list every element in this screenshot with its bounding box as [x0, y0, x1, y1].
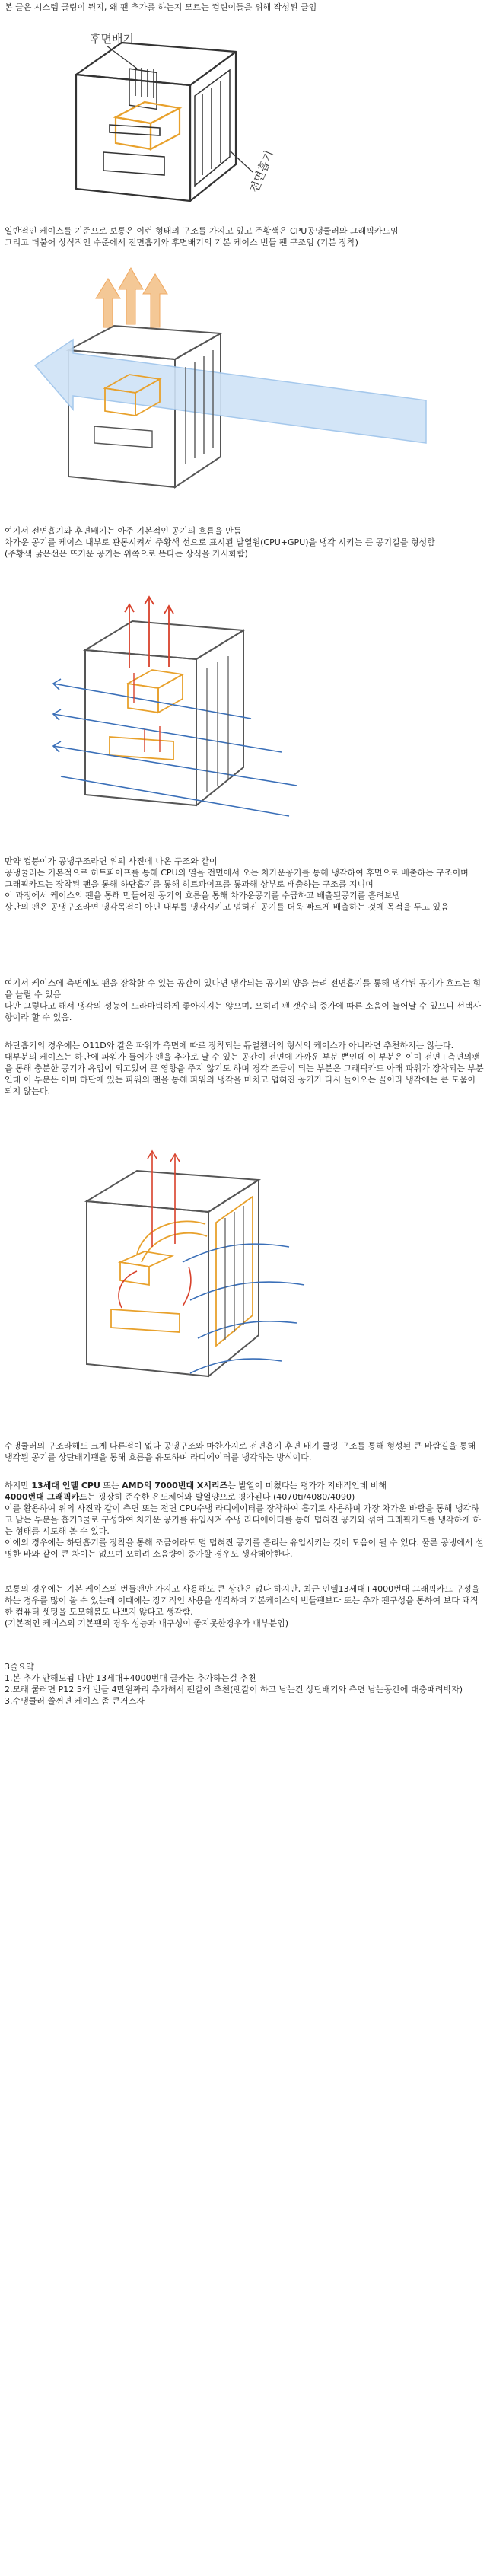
paragraph-airflow: 여기서 전면흡기와 후면배기는 아주 기본적인 공기의 흐름을 만듬 차가운 공기를 케이스 내부로 관통시켜서 주황색 선으로 표시된 발열원(CPU+GPU)을 냉각 시키는 큰 공기길을 형성함 (주황색 굵은선은 뜨거운 공기는 위쪽으로 뜬다는 상식을 가시화함): [5, 526, 435, 559]
intro-text: 본 글은 시스템 쿨링이 뭔지, 왜 팬 추가를 하는지 모르는 컴린이들을 위해 작성된 글임: [5, 2, 317, 12]
summary-section: 3줄요약 1.본 추가 안해도됨 다만 13세대+4000번대 글카는 추가하는걸 추천 2.모래 쿨러면 P12 5개 번들 4만원짜리 추가해서 팬갈이 추천(팬갈이 하고 남는건 상단배기와 측면 남는공간에 대충때려박자) 3.수냉쿨러 쓸꺼면 케이스 좀 큰거스자: [5, 1662, 463, 1706]
paragraph-side-fans: 여기서 케이스에 측면에도 팬을 장착할 수 있는 공간이 있다면 냉각되는 공기의 양을 늘려 전면흡기를 통해 냉각된 공기가 흐르는 힘을 늘릴 수 있음 다만 그렇다고 해서 냉각의 성능이 드라마틱하게 좋아지지는 않으며, 오히려 팬 갯수의 증가에 따른 소음이 늘어날 수 있으니 선택사항이라 할 수 있음.: [5, 978, 482, 1022]
label-rear-exhaust: 후면배기: [90, 32, 134, 46]
airflow-diagram: [30, 251, 457, 510]
paragraph-liquid-cooling: 수냉쿨러의 구조라해도 크게 다른점이 없다 공냉구조와 마찬가지로 전면흡기 후면 배기 쿨링 구조를 통해 형성된 큰 바람길을 통해 냉각된 공기를 상단배기팬을 통해 흐름을 유도하며 라디에이터를 냉각하는 방식이다.: [5, 1441, 479, 1462]
paragraph-air-cooling: 만약 컴붕이가 공냉구조라면 위의 사진에 나온 구조와 같이 공냉쿨러는 기본적으로 히트파이프를 통해 CPU의 열을 전면에서 오는 차가운공기를 통해 냉각하여 후면으로 배출하는 구조이며 그래픽카드는 장착된 팬을 통해 하단흡기를 통해 히트파이프를 통과해 상부로 배출하는 구조를 지니며 이 과정에서 케이스의 팬을 통해 만들어진 공기의 흐름을 통해 차가운공기를 수급하고 배출된공기를 흘려보냄 상단의 팬은 공냉구조라면 냉각목적이 아닌 내부를 냉각시키고 덥혀진 공기를 더욱 빠르게 배출하는 것에 목적을 두고 있음: [5, 856, 469, 912]
case-diagram-fans: [30, 20, 457, 210]
paragraph-bottom-intake: 하단흡기의 경우에는 O11D와 같은 파워가 측면에 따로 장착되는 듀얼챔버의 형식의 케이스가 아니라면 추천하지는 않는다. 대부분의 케이스는 하단에 파워가 들어가 팬을 추가로 달 수 있는 공간이 전면에 가까운 부분 뿐인데 이 부분은 이미 전면+측면의팬을 통해 충분한 공기가 유입이 되고있어 큰 영향을 주지 않기도 하며 경각 조금이 되는 부분은 그래픽카드 아래 파워가 장착되는 부분인데 이 부분은 이미 하단에 있는 파워의 팬을 통해 파워의 냉각을 마치고 덥혀진 공기가 다시 들어오는 꼴이라 냉각에는 큰 도움이 되지 않는다.: [5, 1041, 484, 1096]
paragraph-bundle-fans: 보통의 경우에는 기본 케이스의 번들팬만 가지고 사용해도 큰 상관은 없다 하지만, 최근 인텔13세대+4000번대 그래픽카드 구성을 하는 경우를 많이 볼 수 있는데 이때에는 장기적인 사용을 생각하며 기본케이스의 번들팬보다 또는 추가 팬구성을 통하여 보다 쾌적한 컴퓨터 셋팅을 도모해봄도 나쁘지 않다고 생각함. (기본적인 케이스의 기본팬의 경우 성능과 내구성이 좋지못한경우가 대부분임): [5, 1584, 482, 1628]
label-front-intake: 전면흡기: [247, 148, 277, 195]
summary-title: 3줄요약: [5, 1662, 34, 1672]
liquid-cooler-diagram: [30, 1133, 457, 1426]
air-cooler-flow-diagram: [30, 577, 457, 840]
paragraph-cpu-gpu: 하지만 13세대 인텔 CPU 또는 AMD의 7000번대 X시리즈는 발열이 미쳤다는 평가가 지배적인데 비해 4000번대 그래픽카드는 굉장히 준수한 온도체어와 발열양으로 평가된다 (4070ti/4080/4090) 이를 활용하여 위의 사진과 같이 측면 또는 전면 CPU수냉 라디에이터를 장착하여 흡기로 사용하며 가장 차가운 바람을 통해 냉각하고 남는 부분을 흡기3쿨로 구성하여 차가운 공기를 유입시켜 수냉 라디에이터를 통해 덥혀진 공기와 섞여 그래픽카드를 냉각하게 하는 형태를 시도해 볼 수 있다. 이에의 경우에는 하단흡기를 장착을 통해 조금이라도 덜 덥혀진 공기를 흘리는 유입시키는 것이 도움이 될 수 있다. 물론 공냉에서 설명한 바와 같이 큰 차이는 없으며 오히려 소음량이 증가할 경우도 생각해야한다.: [5, 1481, 484, 1559]
paragraph-structure: 일반적인 케이스를 기준으로 보통은 이런 형태의 구조를 가지고 있고 주황색은 CPU공냉쿨러와 그래픽카드임 그리고 더불어 상식적인 수준에서 전면흡기와 후면배기의 기본 케이스 번들 팬 구조임 (기본 장착): [5, 226, 399, 247]
